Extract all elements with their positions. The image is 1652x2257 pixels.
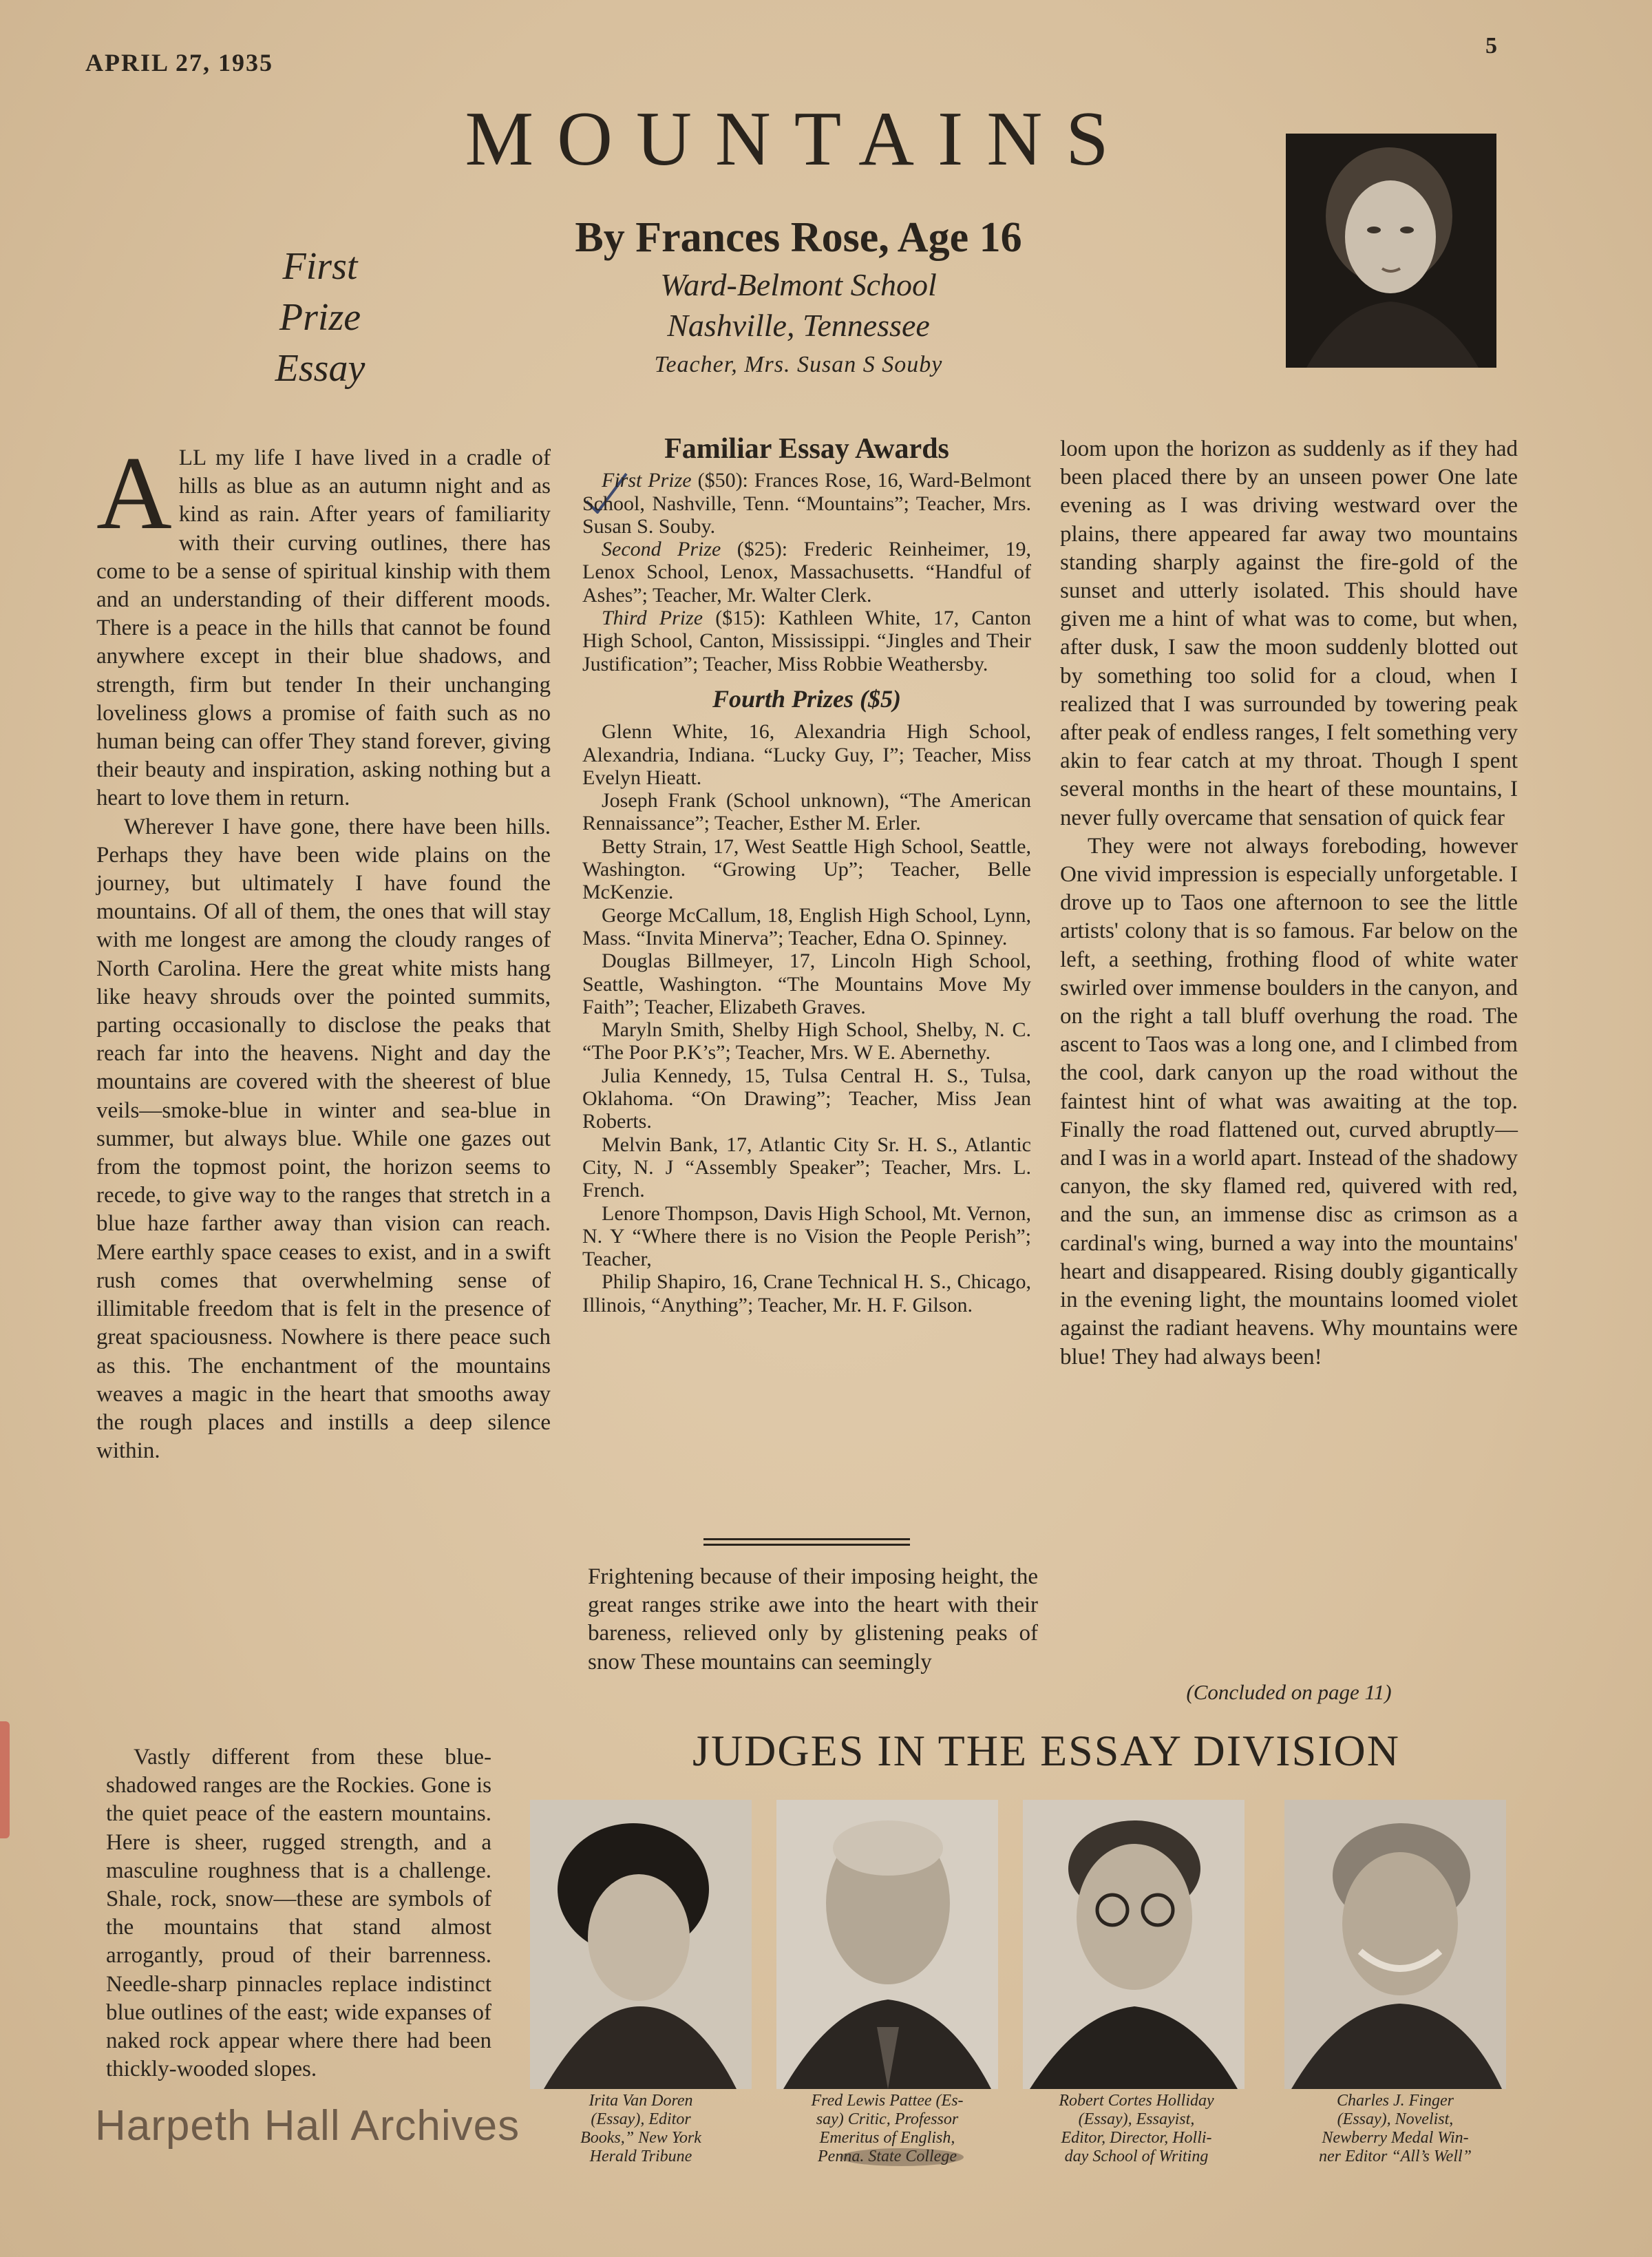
judge-caption-line: Editor, Director, Holli-: [1061, 2129, 1212, 2147]
fourth-prize-entry: Douglas Billmeyer, 17, Lincoln High School, Seattle, Washington. “The Mountains Move My Faith”; Teacher, Elizabeth Graves.: [582, 949, 1031, 1018]
byline: [482, 213, 1115, 378]
judge-portrait: [776, 1800, 998, 2089]
judge-caption: [1023, 2092, 1250, 2166]
judge-caption: [1282, 2092, 1509, 2166]
essay-paragraph: Vastly different from these blue-shadowed ranges are the Rockies. Gone is the quiet peace of the eastern mountains. Here is sheer, rugged strength, and a masculine roughness that is a challenge. Shale, rock, snow—these are symbols of the mountains that stand almost arrogantly, proud of their barrenness. Needle-sharp pinnacles replace indistinct blue outlines of the east; wide expanses of naked rock appear where there had been thickly-wooded slopes.: [106, 1745, 491, 2082]
prize-label-line: Prize: [279, 296, 361, 339]
ink-smudge: [840, 2148, 964, 2166]
fourth-prize-entry: Glenn White, 16, Alexandria High School, Alexandria, Indiana. “Lucky Guy, I”; Teacher, Miss Evelyn Hieatt.: [582, 720, 1031, 789]
judge-caption-line: (Essay), Editor: [591, 2110, 691, 2128]
judge-caption-line: day School of Writing: [1064, 2148, 1209, 2165]
fourth-prize-entry: George McCallum, 18, English High School, Lynn, Mass. “Invita Minerva”; Teacher, Edna O. Spinney.: [582, 903, 1031, 949]
essay-column-2-bottom: [588, 1563, 1038, 1677]
prize-label-line: First: [282, 245, 358, 288]
judge-caption-line: Newberry Medal Win-: [1322, 2129, 1469, 2147]
essay-paragraph: Frightening because of their imposing height, the great ranges strike awe into the heart with their bareness, relieved only by glistening peaks of snow These mountains can seemingly: [588, 1564, 1038, 1675]
fourth-prizes-heading: Fourth Prizes ($5): [712, 684, 902, 713]
essay-paragraph: loom upon the horizon as suddenly as if they had been placed there by an unseen power One late evening as I was driving westward over the plains, there appeared far away two mountains standing sharply against the fire-gold of the sunset and utterly isolated. This should have given me a hint of what was to come, but when, after dusk, I saw the moon suddenly blotted out by something too solid for a cloud, when I realized that I was surrounded by towering peak after peak of endless ranges, I felt something very akin to fear catch at my throat. Though I spent several months in the heart of these mountains, I never fully overcame that sensation of quick fear: [1060, 437, 1518, 830]
prize-label-line: Essay: [275, 347, 366, 390]
awards-divider: [703, 1538, 910, 1540]
essay-column-3: [1060, 435, 1518, 1372]
article-title: MOUNTAINS: [465, 96, 1132, 182]
judge-caption-line: say) Critic, Professor: [816, 2110, 959, 2128]
award-label: Third Prize: [602, 607, 703, 630]
award-entry: [582, 469, 1031, 538]
award-text: Frances Rose, 16, Ward-Belmont School, Nashville, Tenn. “Mountains”; Teacher, Mrs. Susan S. Souby.: [582, 469, 1032, 538]
judges-heading: JUDGES IN THE ESSAY DIVISION: [692, 1726, 1400, 1775]
author-teacher: Teacher, Mrs. Susan S Souby: [654, 352, 943, 377]
judge-caption-line: Robert Cortes Holliday: [1059, 2092, 1214, 2110]
judge-caption-line: Charles J. Finger: [1337, 2092, 1454, 2110]
essay-paragraph: They were not always foreboding, however One vivid impression is especially unforgetable. I drove up to Taos one afternoon to see the little artists' colony that is so famous. Far below on the left, a seething, frothing flood of white water swirled over immense boulders in the canyon, and on the right a tall bluff overhung the road. The ascent to Taos was a long one, and I climbed from the cool, dark canyon up the road without the faintest hint of what was awaiting at the top. Finally the road flattened out, curved abruptly—and I was in a world apart. Instead of the shadowy canyon, the sky flamed red, quivered with red, and the sun, an immense disc as crimson as a cardinal's wing, burned a way into the mountains' heart and disappeared. Rising doubly gigantically in the evening light, the mountains loomed violet against the radiant heavens. Why mountains were blue! They had always been!: [1060, 833, 1518, 1369]
award-amount: ($25):: [737, 538, 788, 561]
judge-caption-line: Fred Lewis Pattee (Es-: [811, 2092, 964, 2110]
judge-photo: [1284, 1800, 1506, 2089]
essay-paragraph-text: LL my life I have lived in a cradle of hills as blue as an autumn night and as kind as rain. After years of familiarity with their curving outlines, there has come to be a sense of spiritual kinship with them and an understanding of their different moods. There is a peace in the hills that cannot be found anywhere except in their blue shadows, and strength, firm but tender In their unchanging loveliness glows a promise of faith such as no human being can offer They stand forever, giving their beauty and inspiration, asking nothing but a heart to love them in return.: [96, 445, 551, 811]
archive-watermark: Harpeth Hall Archives: [95, 2102, 520, 2150]
awards-divider: [703, 1544, 910, 1546]
fourth-prize-entry: Lenore Thompson, Davis High School, Mt. Vernon, N. Y “Where there is no Vision the People Perish”; Teacher,: [582, 1201, 1031, 1271]
author-city: Nashville, Tennessee: [667, 308, 930, 343]
award-entry: [582, 538, 1031, 607]
award-amount: ($15):: [715, 607, 766, 630]
judge-portrait: [1284, 1800, 1506, 2089]
judge-caption-line: Books,” New York: [580, 2129, 701, 2147]
judge-caption-line: Herald Tribune: [589, 2148, 692, 2165]
judge-caption-line: (Essay), Essayist,: [1078, 2110, 1195, 2128]
awards-list: [582, 433, 1032, 1316]
issue-date: APRIL 27, 1935: [85, 49, 274, 76]
judge-portrait: [530, 1800, 752, 2089]
fourth-prize-entry: Maryln Smith, Shelby High School, Shelby, N. C. “The Poor P.K’s”; Teacher, Mrs. W E. Abernethy.: [582, 1018, 1031, 1064]
awards-heading: Familiar Essay Awards: [664, 433, 949, 465]
judge-caption-line: Emeritus of English,: [819, 2129, 955, 2147]
award-text: Frederic Reinheimer, 19, Lenox School, Lenox, Massachusetts. “Handful of Ashes”; Teacher, Mr. Walter Clerk.: [582, 538, 1031, 607]
judge-photo: [1023, 1800, 1245, 2089]
judge-caption: [527, 2092, 754, 2166]
award-label: First Prize: [602, 469, 692, 492]
judge-photo: [530, 1800, 752, 2089]
page-stain: [0, 1721, 10, 1838]
prize-label: [268, 241, 372, 394]
judge-caption-line: Irita Van Doren: [589, 2092, 693, 2110]
continued-note: (Concluded on page 11): [1186, 1680, 1392, 1704]
essay-paragraph: [96, 435, 551, 813]
judge-caption-line: ner Editor “All’s Well”: [1318, 2148, 1472, 2165]
drop-cap: A: [96, 435, 172, 551]
essay-column-1: [96, 435, 551, 1465]
award-entry: [582, 607, 1031, 675]
award-label: Second Prize: [602, 538, 721, 561]
page-number: 5: [1485, 33, 1497, 59]
essay-column-1-bottom: [106, 1743, 491, 2083]
judge-caption-line: Penna. State College: [818, 2148, 957, 2165]
judge-photo: [776, 1800, 998, 2089]
fourth-prize-entry: Joseph Frank (School unknown), “The American Rennaissance”; Teacher, Esther M. Erler.: [582, 789, 1031, 835]
fourth-prize-entry: Betty Strain, 17, West Seattle High School, Seattle, Washington. “Growing Up”; Teacher, Belle McKenzie.: [582, 834, 1031, 904]
judge-caption-line: (Essay), Novelist,: [1337, 2110, 1454, 2128]
portrait-drawing: [1286, 134, 1496, 368]
fourth-prize-entry: Julia Kennedy, 15, Tulsa Central H. S., Tulsa, Oklahoma. “On Drawing”; Teacher, Miss Jean Roberts.: [582, 1064, 1031, 1133]
fourth-prize-entry: Melvin Bank, 17, Atlantic City Sr. H. S., Atlantic City, N. J “Assembly Speaker”; Teacher, Mrs. L. French.: [582, 1133, 1031, 1202]
author-portrait-photo: [1286, 134, 1496, 368]
author-school: Ward-Belmont School: [660, 267, 937, 302]
award-text: Kathleen White, 17, Canton High School, Canton, Mississippi. “Jingles and Their Justification”; Teacher, Miss Robbie Weathersby.: [582, 607, 1032, 675]
award-amount: ($50):: [697, 469, 748, 492]
essay-paragraph: Wherever I have gone, there have been hills. Perhaps they have been wide plains on the journey, but ultimately I have found the mountains. Of all of them, the ones that will stay with me longest are among the cloudy ranges of North Carolina. Here the great white mists hang like heavy shrouds over the pointed summits, parting occasionally to disclose the peaks that reach far into the heavens. Night and day the mountains are covered with the sheerest of blue veils—smoke-blue in winter and sea-blue in summer, but always blue. While one gazes out from the topmost point, the horizon seems to recede, to give way to the ranges that stretch in a blue haze farther away than vision can reach. Mere earthly space ceases to exist, and in a swift rush comes that overwhelming sense of illimitable freedom that is felt in the presence of great spaciousness. Nowhere is there peace such as this. The enchantment of the mountains weaves a magic in the heart that smooths away the rough places and instills a deep silence within.: [96, 814, 551, 1464]
judge-portrait: [1023, 1800, 1245, 2089]
fourth-prize-entry: Philip Shapiro, 16, Crane Technical H. S., Chicago, Illinois, “Anything”; Teacher, Mr. H. F. Gilson.: [582, 1270, 1031, 1316]
author-name: By Frances Rose, Age 16: [575, 214, 1022, 261]
